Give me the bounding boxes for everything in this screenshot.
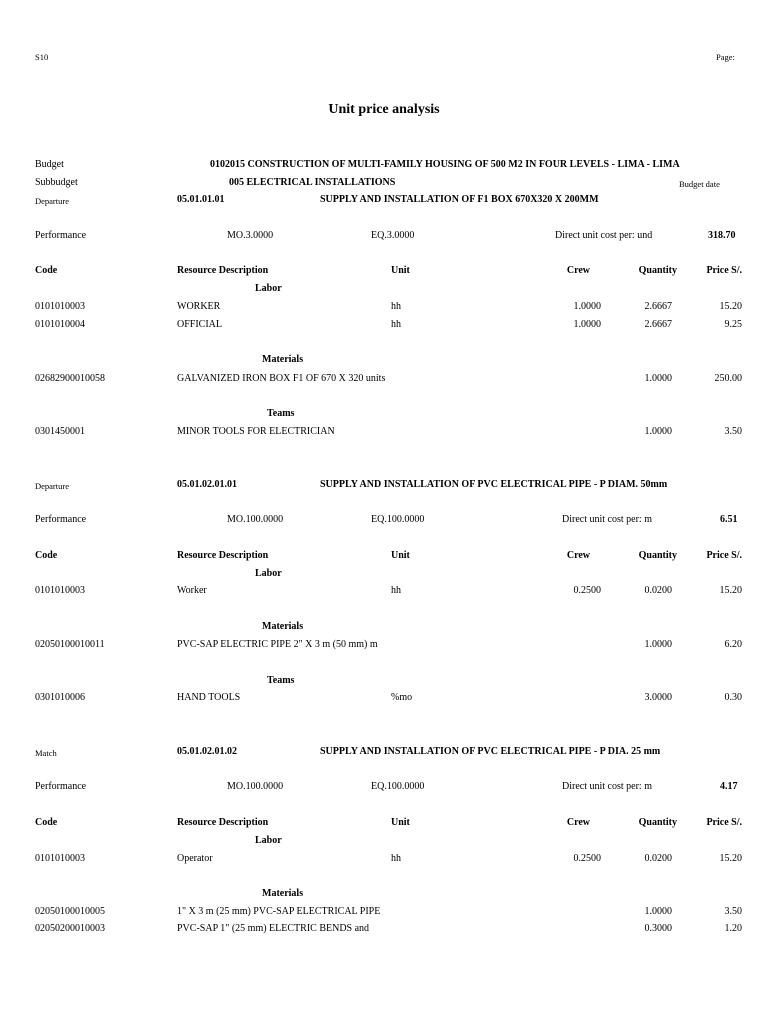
unit-cost-value: 4.17	[720, 781, 738, 792]
row-description: Worker	[177, 585, 207, 596]
row-unit: %mo	[391, 692, 413, 703]
row-code: 02050200010003	[35, 923, 105, 934]
group-heading: Materials	[262, 888, 304, 899]
row-code: 0101010004	[35, 319, 85, 330]
row-quantity: 1.0000	[644, 426, 672, 437]
row-price: 1.20	[724, 923, 742, 934]
item-title: SUPPLY AND INSTALLATION OF F1 BOX 670X320 X 200MM	[320, 194, 599, 205]
row-quantity: 0.3000	[644, 923, 672, 934]
col-unit-header: Unit	[391, 550, 410, 561]
row-price: 250.00	[714, 373, 742, 384]
col-description-header: Resource Description	[177, 817, 269, 828]
col-crew-header: Crew	[566, 817, 590, 828]
row-description: 1" X 3 m (25 mm) PVC-SAP ELECTRICAL PIPE	[177, 906, 381, 917]
unit-cost-value: 6.51	[720, 514, 738, 525]
row-crew: 0.2500	[573, 853, 601, 864]
col-code-header: Code	[35, 550, 58, 561]
row-quantity: 2.6667	[644, 301, 672, 312]
col-quantity-header: Quantity	[638, 817, 677, 828]
performance-label: Performance	[35, 781, 87, 792]
performance-eq: EQ.3.0000	[371, 230, 415, 241]
row-code: 0301450001	[35, 426, 85, 437]
unit-cost-label: Direct unit cost per: m	[562, 781, 652, 792]
row-crew: 1.0000	[573, 301, 601, 312]
group-heading: Materials	[262, 354, 304, 365]
performance-mo: MO.100.0000	[227, 514, 284, 525]
row-quantity: 2.6667	[644, 319, 672, 330]
budget-date-label: Budget date	[679, 179, 720, 189]
row-crew: 1.0000	[573, 319, 601, 330]
subbudget-label: Subbudget	[35, 177, 78, 188]
item-label: Departure	[35, 196, 69, 206]
col-crew-header: Crew	[566, 550, 590, 561]
performance-eq: EQ.100.0000	[371, 781, 425, 792]
row-description: PVC-SAP ELECTRIC PIPE 2" X 3 m (50 mm) m	[177, 639, 378, 650]
row-unit: hh	[391, 585, 401, 596]
row-description: OFFICIAL	[177, 319, 223, 330]
item-label: Match	[35, 748, 57, 758]
item-title: SUPPLY AND INSTALLATION OF PVC ELECTRICAL PIPE - P DIA. 25 mm	[320, 746, 661, 757]
group-heading: Labor	[255, 283, 282, 294]
group-heading: Labor	[255, 835, 282, 846]
row-price: 15.20	[719, 853, 742, 864]
row-crew: 0.2500	[573, 585, 601, 596]
row-price: 3.50	[724, 906, 742, 917]
item-code: 05.01.02.01.01	[177, 479, 237, 490]
row-description: GALVANIZED IRON BOX F1 OF 670 X 320 units	[177, 373, 386, 384]
unit-cost-label: Direct unit cost per: und	[555, 230, 653, 241]
subbudget-value: 005 ELECTRICAL INSTALLATIONS	[229, 177, 396, 188]
group-heading: Materials	[262, 621, 304, 632]
row-quantity: 1.0000	[644, 373, 672, 384]
row-price: 15.20	[719, 301, 742, 312]
row-price: 6.20	[724, 639, 742, 650]
col-code-header: Code	[35, 817, 58, 828]
col-quantity-header: Quantity	[638, 265, 677, 276]
row-code: 0301010006	[35, 692, 85, 703]
row-price: 0.30	[724, 692, 742, 703]
unit-cost-value: 318.70	[708, 230, 736, 241]
performance-mo: MO.100.0000	[227, 781, 284, 792]
row-quantity: 1.0000	[644, 906, 672, 917]
group-heading: Teams	[267, 675, 295, 686]
row-code: 02050100010005	[35, 906, 105, 917]
row-unit: hh	[391, 301, 401, 312]
row-price: 15.20	[719, 585, 742, 596]
row-description: HAND TOOLS	[177, 692, 241, 703]
row-description: Operator	[177, 853, 213, 864]
budget-value: 0102015 CONSTRUCTION OF MULTI-FAMILY HOUSING OF 500 M2 IN FOUR LEVELS - LIMA - LIMA	[210, 159, 680, 170]
budget-label: Budget	[35, 159, 64, 170]
col-price-header: Price S/.	[706, 265, 742, 276]
row-code: 0101010003	[35, 585, 85, 596]
performance-eq: EQ.100.0000	[371, 514, 425, 525]
item-title: SUPPLY AND INSTALLATION OF PVC ELECTRICAL PIPE - P DIAM. 50mm	[320, 479, 668, 490]
row-code: 02050100010011	[35, 639, 105, 650]
col-code-header: Code	[35, 265, 58, 276]
row-price: 3.50	[724, 426, 742, 437]
col-crew-header: Crew	[566, 265, 590, 276]
item-code: 05.01.01.01	[177, 194, 225, 205]
row-description: PVC-SAP 1" (25 mm) ELECTRIC BENDS and	[177, 923, 370, 934]
group-heading: Labor	[255, 568, 282, 579]
unit-cost-label: Direct unit cost per: m	[562, 514, 652, 525]
group-heading: Teams	[267, 408, 295, 419]
performance-label: Performance	[35, 230, 87, 241]
col-quantity-header: Quantity	[638, 550, 677, 561]
row-code: 0101010003	[35, 301, 85, 312]
page-title: Unit price analysis	[328, 102, 440, 117]
row-unit: hh	[391, 853, 401, 864]
row-description: MINOR TOOLS FOR ELECTRICIAN	[177, 426, 335, 437]
row-code: 0101010003	[35, 853, 85, 864]
col-unit-header: Unit	[391, 817, 410, 828]
row-code: 02682900010058	[35, 373, 105, 384]
col-description-header: Resource Description	[177, 550, 269, 561]
row-quantity: 0.0200	[644, 853, 672, 864]
item-label: Departure	[35, 481, 69, 491]
row-price: 9.25	[724, 319, 742, 330]
item-code: 05.01.02.01.02	[177, 746, 237, 757]
row-quantity: 3.0000	[644, 692, 672, 703]
row-quantity: 0.0200	[644, 585, 672, 596]
row-quantity: 1.0000	[644, 639, 672, 650]
col-price-header: Price S/.	[706, 550, 742, 561]
system-label: S10	[35, 52, 49, 62]
col-unit-header: Unit	[391, 265, 410, 276]
row-unit: hh	[391, 319, 401, 330]
page-label: Page:	[716, 52, 735, 62]
col-description-header: Resource Description	[177, 265, 269, 276]
row-description: WORKER	[177, 301, 221, 312]
performance-label: Performance	[35, 514, 87, 525]
performance-mo: MO.3.0000	[227, 230, 274, 241]
col-price-header: Price S/.	[706, 817, 742, 828]
